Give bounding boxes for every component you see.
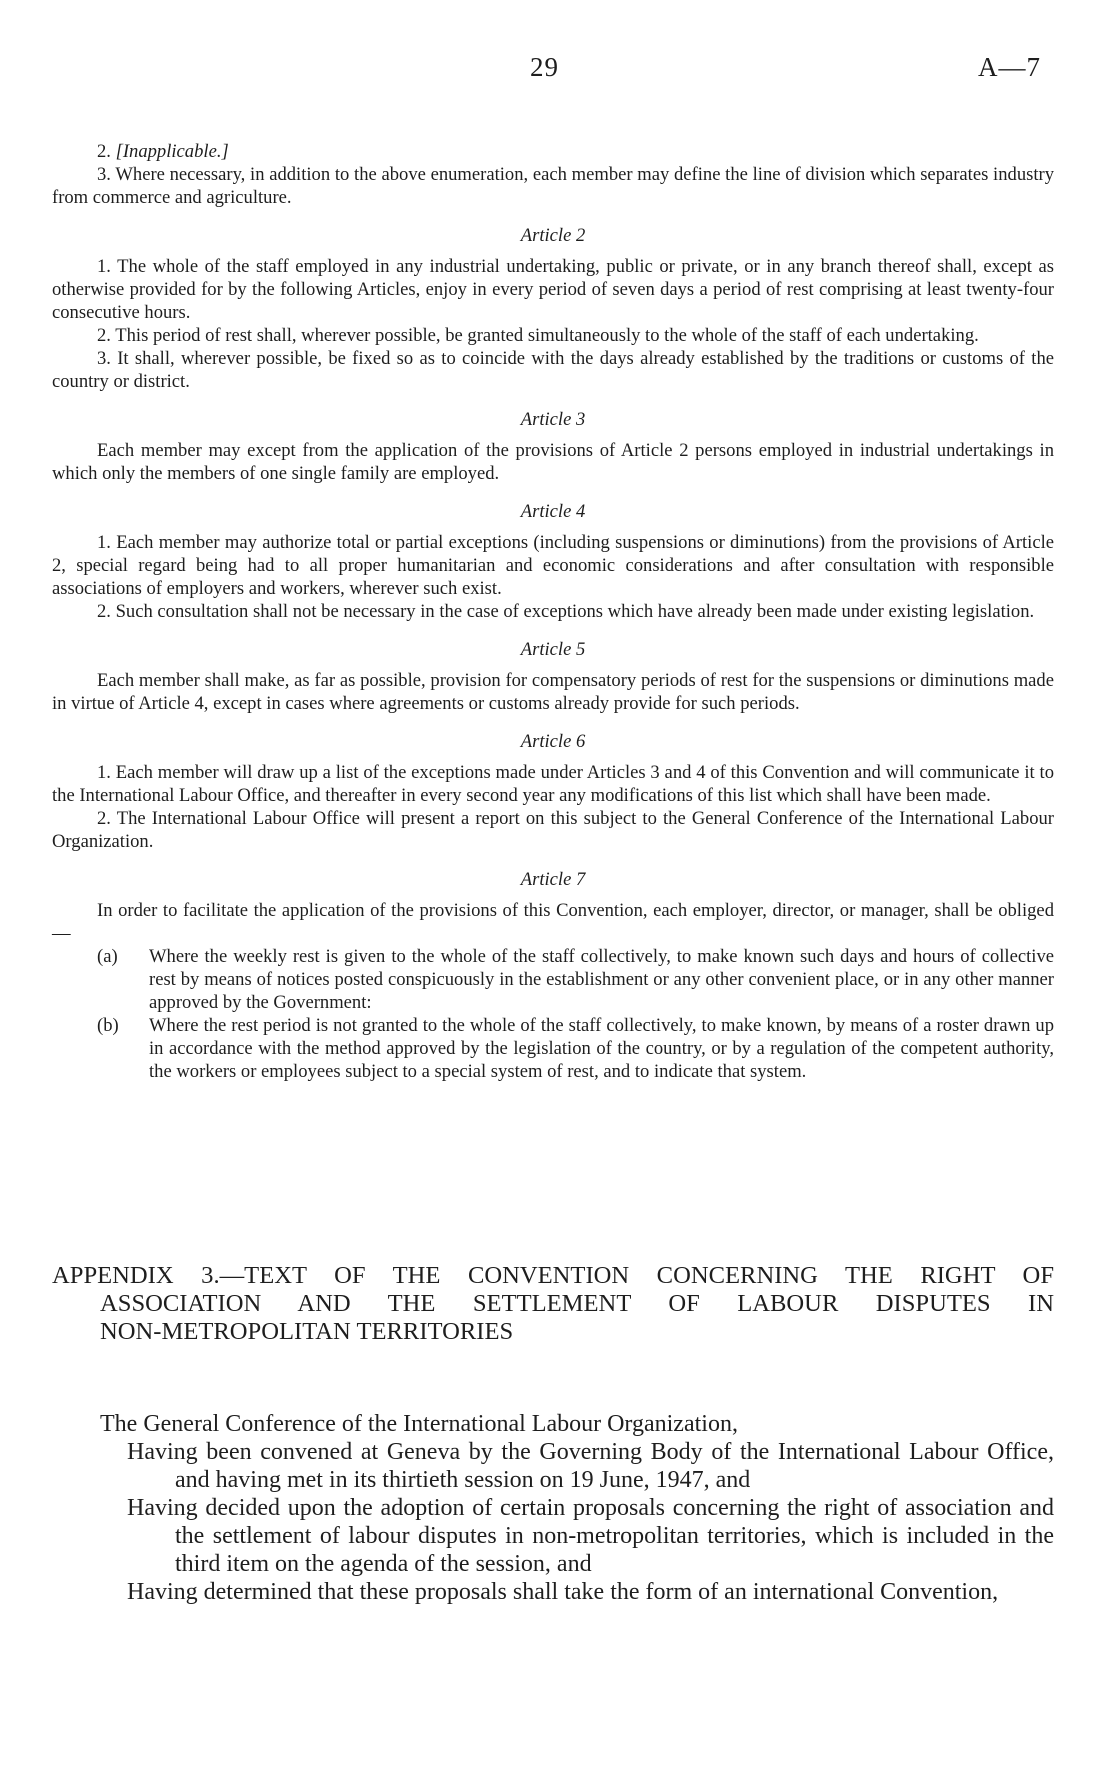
article-7-item-a <box>52 945 1054 1014</box>
preamble-opening: The General Conference of the International Labour Organization, <box>100 1411 738 1437</box>
item-text-a: Where the weekly rest is given to the whole of the staff collectively, to make known such days and hours of collective rest by means of notices posted conspicuously in the establishment or any other convenient place, or in any other manner approved by the Government: <box>149 946 1054 1013</box>
article-2-para-2: 2. This period of rest shall, wherever possible, be granted simultaneously to the whole of the staff of each undertaking. <box>97 325 979 346</box>
article-4-para-2: 2. Such consultation shall not be necessary in the case of exceptions which have already been made under existing legislation. <box>97 601 1035 622</box>
article-7-intro: In order to facilitate the application of the provisions of this Convention, each employer, director, or manager, shall be obliged— <box>52 900 1054 944</box>
paragraph-item-2 <box>52 140 1054 163</box>
appendix-3-title <box>52 1262 1054 1346</box>
document-reference: A—7 <box>978 52 1041 82</box>
item-number: 3. <box>97 164 111 185</box>
preamble-clause-3: Having determined that these proposals shall take the form of an international Convention, <box>127 1579 999 1605</box>
article-6-para-1: 1. Each member will draw up a list of the exceptions made under Articles 3 and 4 of this Convention and will communicate it to the International Labour Office, and thereafter in every second year any modifications of this list which shall have been made. <box>52 762 1054 806</box>
preamble-clause-2: Having decided upon the adoption of certain proposals concerning the right of association and the settlement of labour disputes in non-metropolitan territories, which is included in the third item on the agenda of the session, and <box>127 1495 1054 1577</box>
paragraph-item-3 <box>52 163 1054 209</box>
article-4-para-1: 1. Each member may authorize total or partial exceptions (including suspensions or diminutions) from the provisions of Article 2, special regard being had to all proper humanitarian and economic considerations and after consultation with responsible associations of employers and workers, wherever such exist. <box>52 532 1054 599</box>
article-5-para-1: Each member shall make, as far as possible, provision for compensatory periods of rest for the suspensions or diminutions made in virtue of Article 4, except in cases where agreements or customs already provide for such periods. <box>52 670 1054 714</box>
article-3-para-1: Each member may except from the application of the provisions of Article 2 persons employed in industrial undertakings in which only the members of one single family are employed. <box>52 440 1054 484</box>
document-body <box>52 140 1054 1083</box>
article-2-para-3: 3. It shall, wherever possible, be fixed so as to coincide with the days already established by the traditions or customs of the country or district. <box>52 348 1054 392</box>
preamble-clause-1: Having been convened at Geneva by the Governing Body of the International Labour Office, and having met in its thirtieth session on 19 June, 1947, and <box>127 1439 1054 1493</box>
article-5-heading: Article 5 <box>520 639 586 660</box>
article-6-heading: Article 6 <box>520 731 586 752</box>
convention-preamble <box>100 1410 1054 1606</box>
item-label-b: (b) <box>97 1015 119 1036</box>
appendix-title-continuation <box>52 1290 1054 1346</box>
item-label-a: (a) <box>97 946 118 967</box>
appendix-title-line-1: APPENDIX 3.—TEXT OF THE CONVENTION CONCERNING THE RIGHT OF <box>52 1262 1054 1289</box>
article-2-para-1: 1. The whole of the staff employed in any industrial undertaking, public or private, or in any branch thereof shall, except as otherwise provided for by the following Articles, enjoy in every period of seven days a period of rest comprising at least twenty-four consecutive hours. <box>52 256 1054 323</box>
item-text-b: Where the rest period is not granted to the whole of the staff collectively, to make known, by means of a roster drawn up in accordance with the method approved by the legislation of the country, or by a regulation of the competent authority, the workers or employees subject to a special system of rest, and to indicate that system. <box>149 1015 1054 1082</box>
article-6-para-2: 2. The International Labour Office will present a report on this subject to the General Conference of the International Labour Organization. <box>52 808 1054 852</box>
appendix-title-line-3: NON-METROPOLITAN TERRITORIES <box>100 1318 514 1345</box>
item-text: Where necessary, in addition to the above enumeration, each member may define the line of division which separates industry from commerce and agriculture. <box>52 164 1055 208</box>
inapplicable-note: [Inapplicable.] <box>115 141 229 162</box>
appendix-title-line-2: ASSOCIATION AND THE SETTLEMENT OF LABOUR DISPUTES IN <box>100 1290 1054 1317</box>
page-number: 29 <box>530 52 559 82</box>
article-3-heading: Article 3 <box>520 409 586 430</box>
article-4-heading: Article 4 <box>520 501 586 522</box>
article-7-heading: Article 7 <box>520 869 586 890</box>
item-number: 2. <box>97 141 111 162</box>
article-2-heading: Article 2 <box>520 225 586 246</box>
article-7-item-b <box>52 1014 1054 1083</box>
